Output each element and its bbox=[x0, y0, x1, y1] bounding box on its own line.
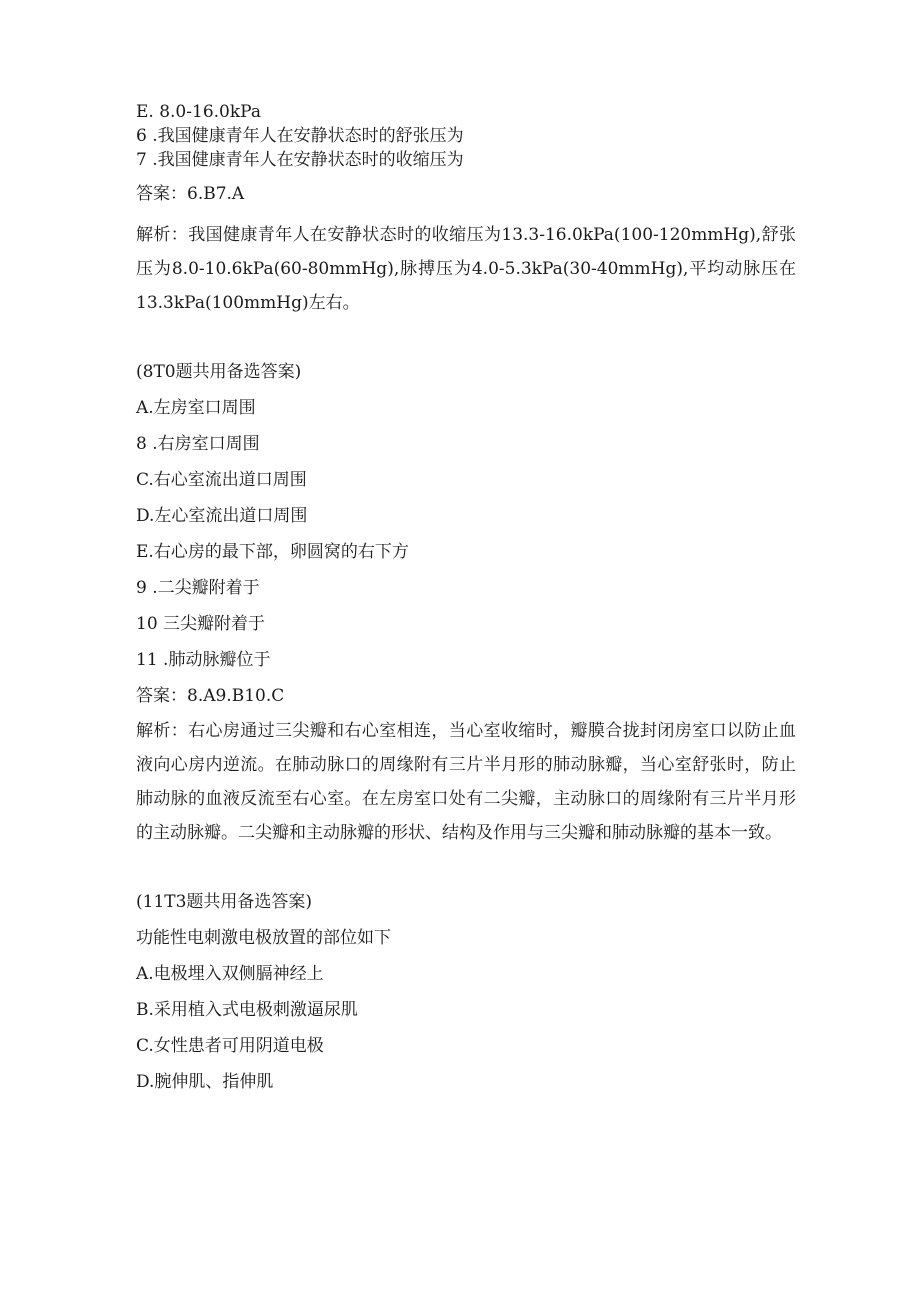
answer-6-7: 答案：6.B7.A bbox=[136, 184, 245, 204]
option-d-2: D.腕伸肌、指伸肌 bbox=[136, 1072, 274, 1092]
document-page bbox=[136, 100, 796, 1100]
question-11: 11 .肺动脉瓣位于 bbox=[136, 650, 271, 670]
question-10: 10 三尖瓣附着于 bbox=[136, 614, 266, 634]
option-e: E.右心房的最下部，卵圆窝的右下方 bbox=[136, 542, 409, 562]
section-header-8-10: (8T0题共用备选答案) bbox=[136, 362, 302, 382]
question-8: 8 .右房室口周围 bbox=[136, 434, 260, 454]
option-a: A.左房室口周围 bbox=[136, 398, 256, 418]
stem-11-13: 功能性电刺激电极放置的部位如下 bbox=[136, 928, 391, 948]
option-c: C.右心室流出道口周围 bbox=[136, 470, 307, 490]
question-6: 6 .我国健康青年人在安静状态时的舒张压为 bbox=[136, 126, 464, 146]
option-a-2: A.电极埋入双侧膈神经上 bbox=[136, 964, 324, 984]
question-7: 7 .我国健康青年人在安静状态时的收缩压为 bbox=[136, 150, 464, 170]
analysis-6-7: 解析：我国健康青年人在安静状态时的收缩压为13.3-16.0kPa(100-120mmHg),舒张压为8.0-10.6kPa(60-80mmHg),脉搏压为4.0-5.3kPa(30-40mmHg),平均动脉压在13.3kPa(100mmHg)左右。 bbox=[136, 225, 796, 313]
option-c-2: C.女性患者可用阴道电极 bbox=[136, 1036, 324, 1056]
option-e-line: E. 8.0-16.0kPa bbox=[136, 102, 261, 122]
question-9: 9 .二尖瓣附着于 bbox=[136, 578, 260, 598]
option-b-2: B.采用植入式电极刺激逼尿肌 bbox=[136, 1000, 358, 1020]
option-d: D.左心室流出道口周围 bbox=[136, 506, 308, 526]
analysis-8-10: 解析：右心房通过三尖瓣和右心室相连，当心室收缩时，瓣膜合拢封闭房室口以防止血液向心房内逆流。在肺动脉口的周缘附有三片半月形的肺动脉瓣，当心室舒张时，防止肺动脉的血液反流至右心室。在左房室口处有二尖瓣，主动脉口的周缘附有三片半月形的主动脉瓣。二尖瓣和主动脉瓣的形状、结构及作用与三尖瓣和肺动脉瓣的基本一致。 bbox=[136, 721, 796, 843]
section-header-11-13: (11T3题共用备选答案) bbox=[136, 892, 313, 912]
answer-8-10: 答案：8.A9.B10.C bbox=[136, 686, 285, 706]
